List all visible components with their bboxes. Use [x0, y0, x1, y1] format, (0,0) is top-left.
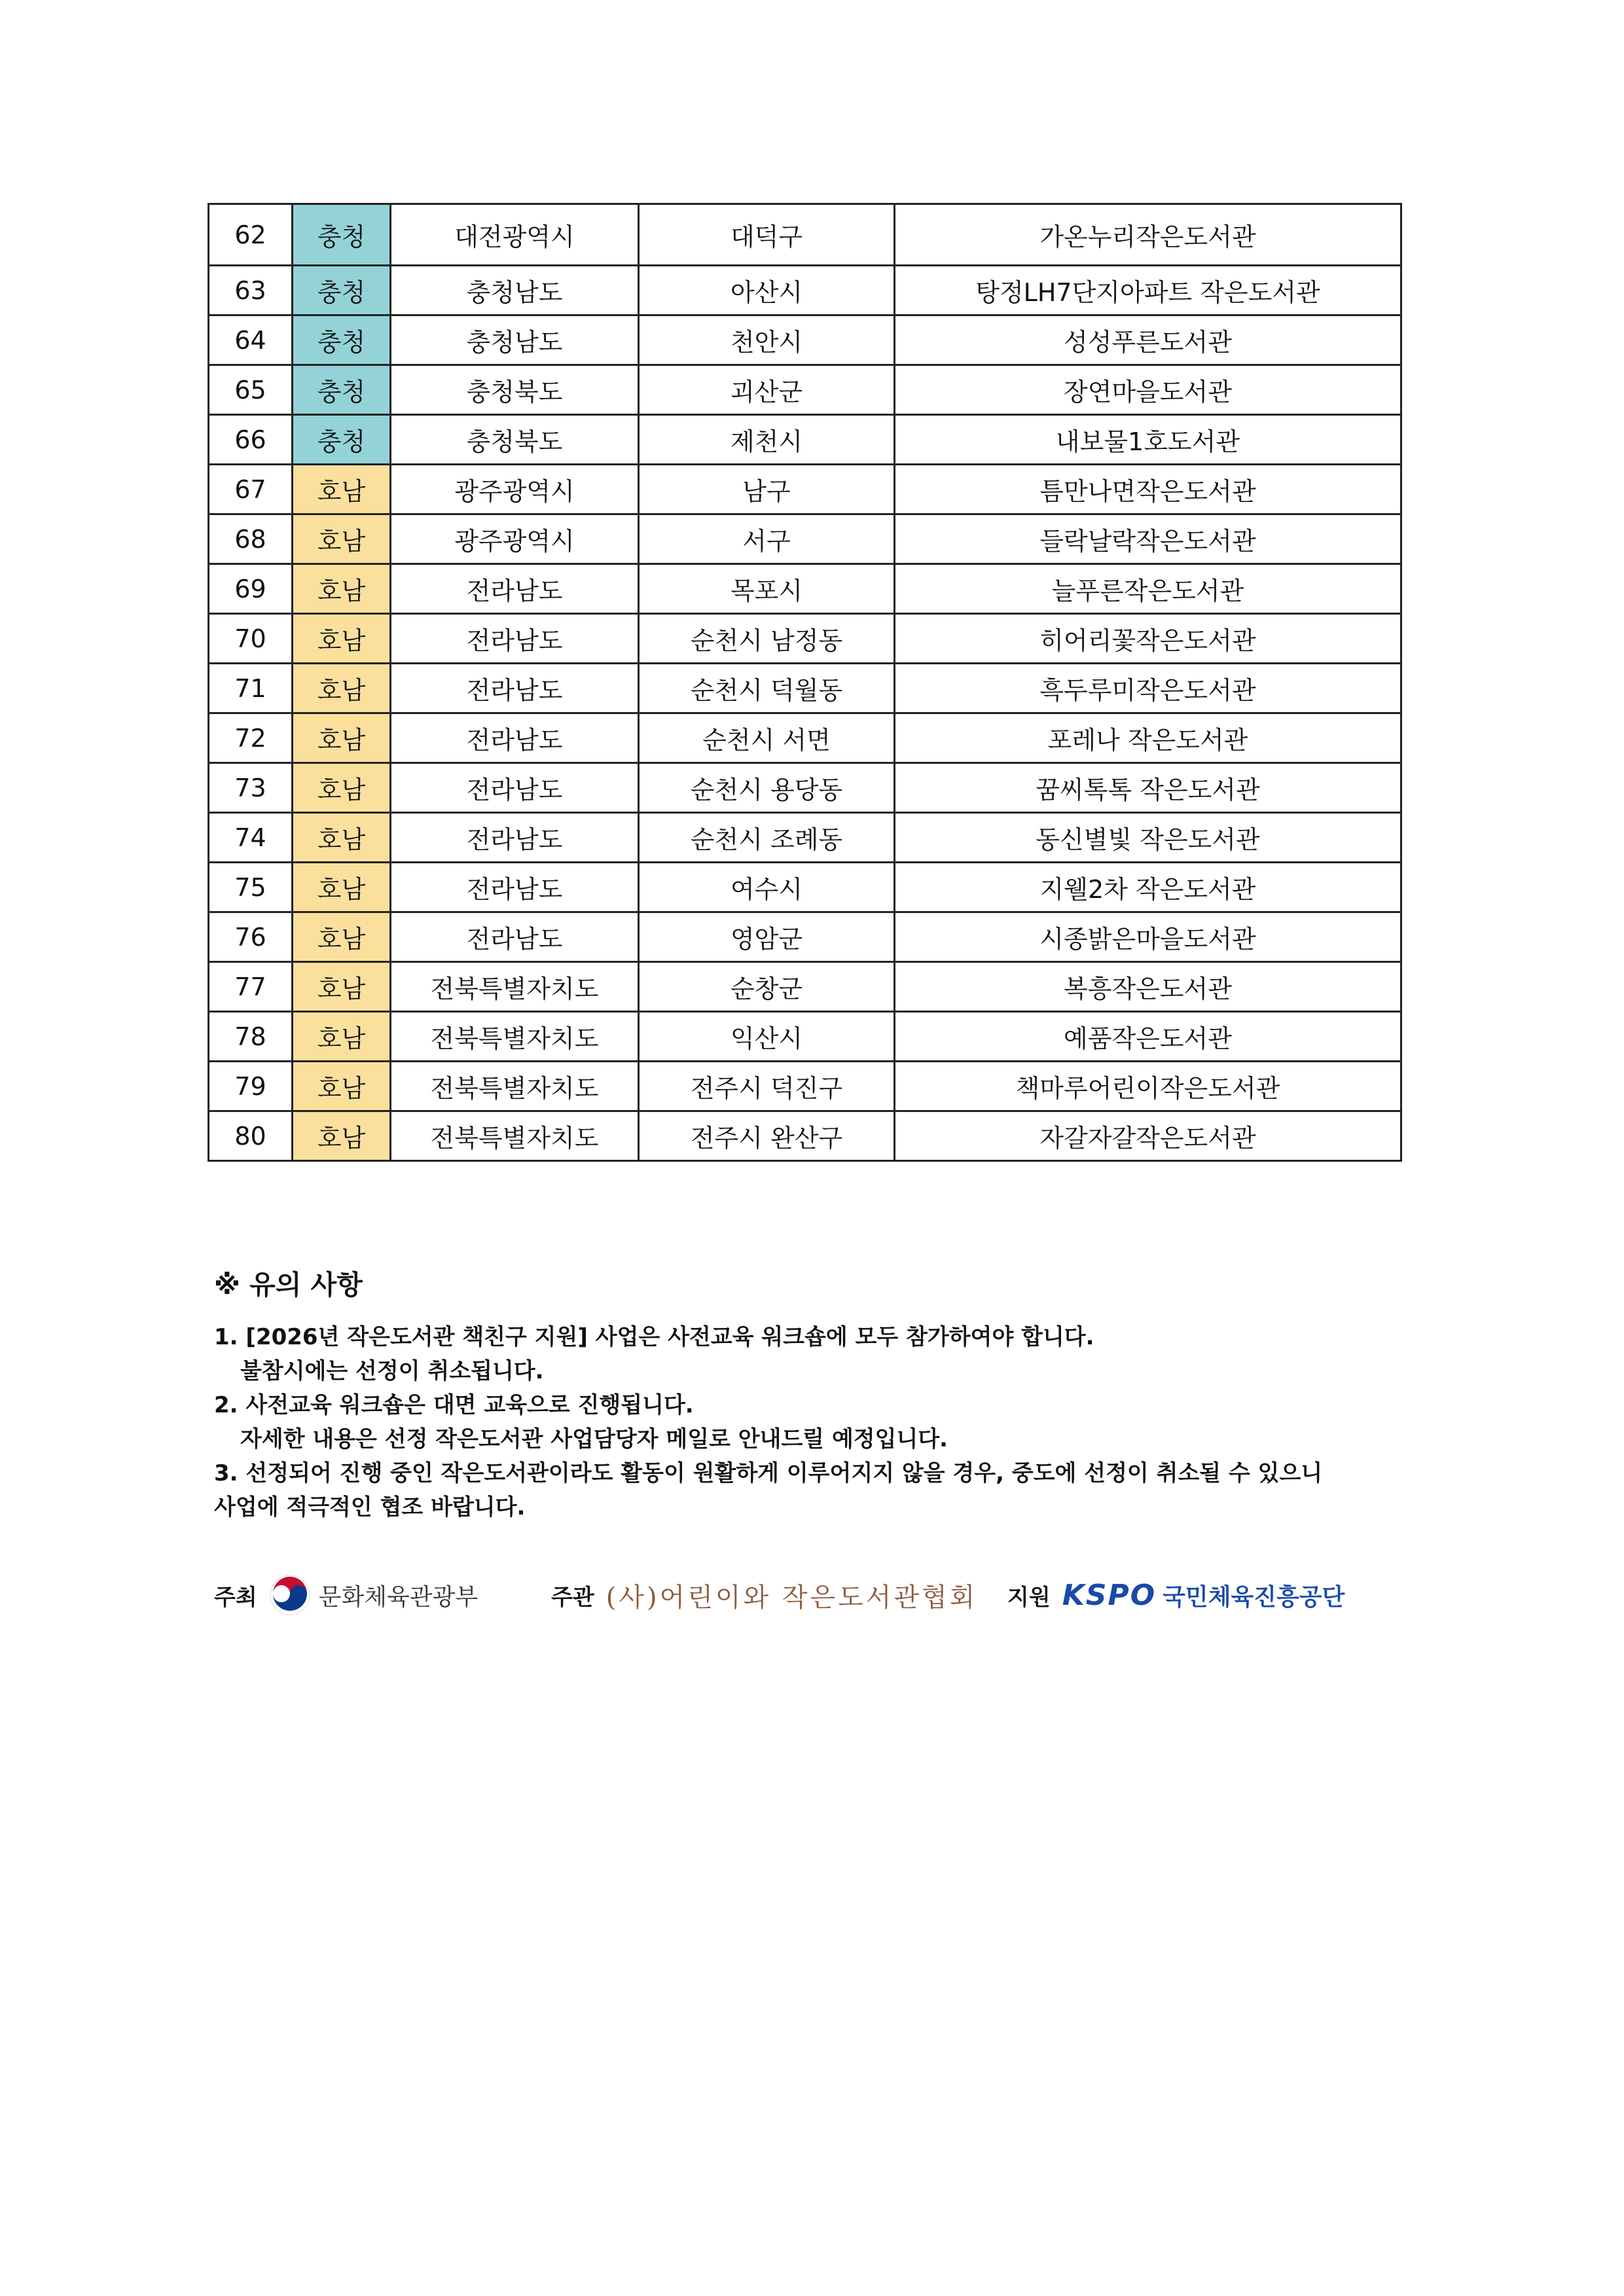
- organizer-label: 주관: [551, 1584, 594, 1611]
- cell-province: 전라남도: [391, 713, 639, 763]
- cell-city: 대덕구: [639, 204, 895, 266]
- cell-library: 성성푸른도서관: [895, 315, 1401, 365]
- cell-library: 시종밝은마을도서관: [895, 912, 1401, 962]
- cell-region: 호남: [293, 1062, 391, 1111]
- cell-province: 전북특별자치도: [391, 1062, 639, 1111]
- table-row: [209, 713, 1401, 763]
- cell-province: 전라남도: [391, 863, 639, 912]
- cell-region: 호남: [293, 614, 391, 664]
- cell-no: 63: [209, 266, 293, 315]
- host-org: 문화체육관광부: [318, 1583, 478, 1611]
- support-org: 국민체육진흥공단: [1163, 1583, 1345, 1611]
- taegeuk-logo-icon: [269, 1574, 311, 1616]
- cell-no: 73: [209, 763, 293, 813]
- cell-library: 가온누리작은도서관: [895, 204, 1401, 266]
- cell-no: 72: [209, 713, 293, 763]
- cell-no: 62: [209, 204, 293, 266]
- cell-library: 자갈자갈작은도서관: [895, 1111, 1401, 1161]
- cell-region: 호남: [293, 1111, 391, 1161]
- cell-region: 충청: [293, 365, 391, 415]
- cell-province: 전북특별자치도: [391, 1111, 639, 1161]
- table-row: [209, 415, 1401, 465]
- table-row: [209, 614, 1401, 664]
- table-row: [209, 1012, 1401, 1062]
- cell-no: 80: [209, 1111, 293, 1161]
- cell-library: 늘푸른작은도서관: [895, 564, 1401, 614]
- cell-no: 64: [209, 315, 293, 365]
- cell-province: 전라남도: [391, 813, 639, 863]
- cell-city: 순천시 서면: [639, 713, 895, 763]
- cell-library: 책마루어린이작은도서관: [895, 1062, 1401, 1111]
- cell-library: 탕정LH7단지아파트 작은도서관: [895, 266, 1401, 315]
- cell-province: 광주광역시: [391, 465, 639, 514]
- table-row: [209, 962, 1401, 1012]
- cell-region: 충청: [293, 315, 391, 365]
- cell-region: 충청: [293, 204, 391, 266]
- cell-no: 78: [209, 1012, 293, 1062]
- cell-library: 예품작은도서관: [895, 1012, 1401, 1062]
- table-row: [209, 912, 1401, 962]
- library-table-body: [209, 204, 1401, 1161]
- organizer-org: (사)어린이와 작은도서관협회: [605, 1582, 978, 1613]
- cell-library: 장연마을도서관: [895, 365, 1401, 415]
- cell-region: 호남: [293, 664, 391, 713]
- cell-no: 66: [209, 415, 293, 465]
- cell-province: 전라남도: [391, 763, 639, 813]
- cell-region: 호남: [293, 863, 391, 912]
- host-label: 주최: [214, 1584, 257, 1611]
- cell-library: 흑두루미작은도서관: [895, 664, 1401, 713]
- cell-province: 대전광역시: [391, 204, 639, 266]
- cell-region: 호남: [293, 564, 391, 614]
- cell-province: 충청북도: [391, 415, 639, 465]
- cell-region: 호남: [293, 962, 391, 1012]
- note-line: 1. [2026년 작은도서관 책친구 지원] 사업은 사전교육 워크숍에 모두 참가하여야 합니다.: [214, 1324, 1094, 1350]
- cell-no: 67: [209, 465, 293, 514]
- cell-province: 충청북도: [391, 365, 639, 415]
- table-row: [209, 1062, 1401, 1111]
- table-row: [209, 564, 1401, 614]
- cell-city: 제천시: [639, 415, 895, 465]
- cell-city: 목포시: [639, 564, 895, 614]
- cell-region: 호남: [293, 514, 391, 564]
- cell-no: 68: [209, 514, 293, 564]
- cell-city: 서구: [639, 514, 895, 564]
- cell-region: 호남: [293, 912, 391, 962]
- cell-city: 순천시 남정동: [639, 614, 895, 664]
- table-row: [209, 315, 1401, 365]
- cell-city: 순천시 조례동: [639, 813, 895, 863]
- cell-city: 여수시: [639, 863, 895, 912]
- sponsor-footer: [214, 1572, 1412, 1618]
- cell-city: 천안시: [639, 315, 895, 365]
- cell-region: 호남: [293, 713, 391, 763]
- support-label: 지원: [1007, 1584, 1051, 1611]
- table-row: [209, 813, 1401, 863]
- cell-province: 충청남도: [391, 315, 639, 365]
- cell-city: 순창군: [639, 962, 895, 1012]
- cell-city: 괴산군: [639, 365, 895, 415]
- cell-province: 전라남도: [391, 564, 639, 614]
- cell-city: 전주시 덕진구: [639, 1062, 895, 1111]
- cell-no: 77: [209, 962, 293, 1012]
- cell-region: 호남: [293, 763, 391, 813]
- notes-section: [214, 1263, 1412, 1524]
- cell-library: 내보물1호도서관: [895, 415, 1401, 465]
- cell-city: 남구: [639, 465, 895, 514]
- cell-region: 호남: [293, 1012, 391, 1062]
- cell-no: 69: [209, 564, 293, 614]
- cell-library: 틈만나면작은도서관: [895, 465, 1401, 514]
- cell-region: 호남: [293, 813, 391, 863]
- cell-no: 71: [209, 664, 293, 713]
- cell-province: 전라남도: [391, 664, 639, 713]
- cell-no: 65: [209, 365, 293, 415]
- cell-library: 들락날락작은도서관: [895, 514, 1401, 564]
- cell-city: 순천시 덕월동: [639, 664, 895, 713]
- notes-title: ※ 유의 사항: [214, 1269, 363, 1300]
- cell-no: 70: [209, 614, 293, 664]
- kspo-logo: KSPO: [1062, 1578, 1157, 1612]
- cell-region: 충청: [293, 266, 391, 315]
- cell-province: 전라남도: [391, 614, 639, 664]
- cell-city: 아산시: [639, 266, 895, 315]
- cell-library: 지웰2차 작은도서관: [895, 863, 1401, 912]
- table-row: [209, 465, 1401, 514]
- note-line: 2. 사전교육 워크숍은 대면 교육으로 진행됩니다.: [214, 1392, 694, 1418]
- cell-province: 전북특별자치도: [391, 1012, 639, 1062]
- cell-city: 전주시 완산구: [639, 1111, 895, 1161]
- cell-province: 전라남도: [391, 912, 639, 962]
- table-row: [209, 863, 1401, 912]
- cell-region: 충청: [293, 415, 391, 465]
- host-sponsor: [214, 1572, 478, 1618]
- note-line: 사업에 적극적인 협조 바랍니다.: [214, 1494, 526, 1520]
- cell-province: 충청남도: [391, 266, 639, 315]
- table-row: [209, 763, 1401, 813]
- cell-library: 포레나 작은도서관: [895, 713, 1401, 763]
- cell-library: 히어리꽃작은도서관: [895, 614, 1401, 664]
- table-row: [209, 1111, 1401, 1161]
- cell-library: 동신별빛 작은도서관: [895, 813, 1401, 863]
- note-line: 불참시에는 선정이 취소됩니다.: [240, 1358, 544, 1384]
- cell-region: 호남: [293, 465, 391, 514]
- cell-province: 광주광역시: [391, 514, 639, 564]
- cell-no: 75: [209, 863, 293, 912]
- note-line: 자세한 내용은 선정 작은도서관 사업담당자 메일로 안내드릴 예정입니다.: [240, 1426, 948, 1452]
- library-table: [208, 203, 1402, 1162]
- note-line: 3. 선정되어 진행 중인 작은도서관이라도 활동이 원활하게 이루어지지 않을 경우, 중도에 선정이 취소될 수 있으니: [214, 1460, 1323, 1486]
- table-row: [209, 664, 1401, 713]
- table-row: [209, 204, 1401, 266]
- table-row: [209, 365, 1401, 415]
- cell-no: 79: [209, 1062, 293, 1111]
- cell-city: 영암군: [639, 912, 895, 962]
- table-row: [209, 514, 1401, 564]
- cell-city: 순천시 용당동: [639, 763, 895, 813]
- cell-no: 74: [209, 813, 293, 863]
- support-sponsor: [1007, 1572, 1344, 1618]
- cell-city: 익산시: [639, 1012, 895, 1062]
- cell-no: 76: [209, 912, 293, 962]
- table-row: [209, 266, 1401, 315]
- cell-library: 복흥작은도서관: [895, 962, 1401, 1012]
- cell-library: 꿈씨톡톡 작은도서관: [895, 763, 1401, 813]
- cell-province: 전북특별자치도: [391, 962, 639, 1012]
- organizer-sponsor: [551, 1572, 977, 1618]
